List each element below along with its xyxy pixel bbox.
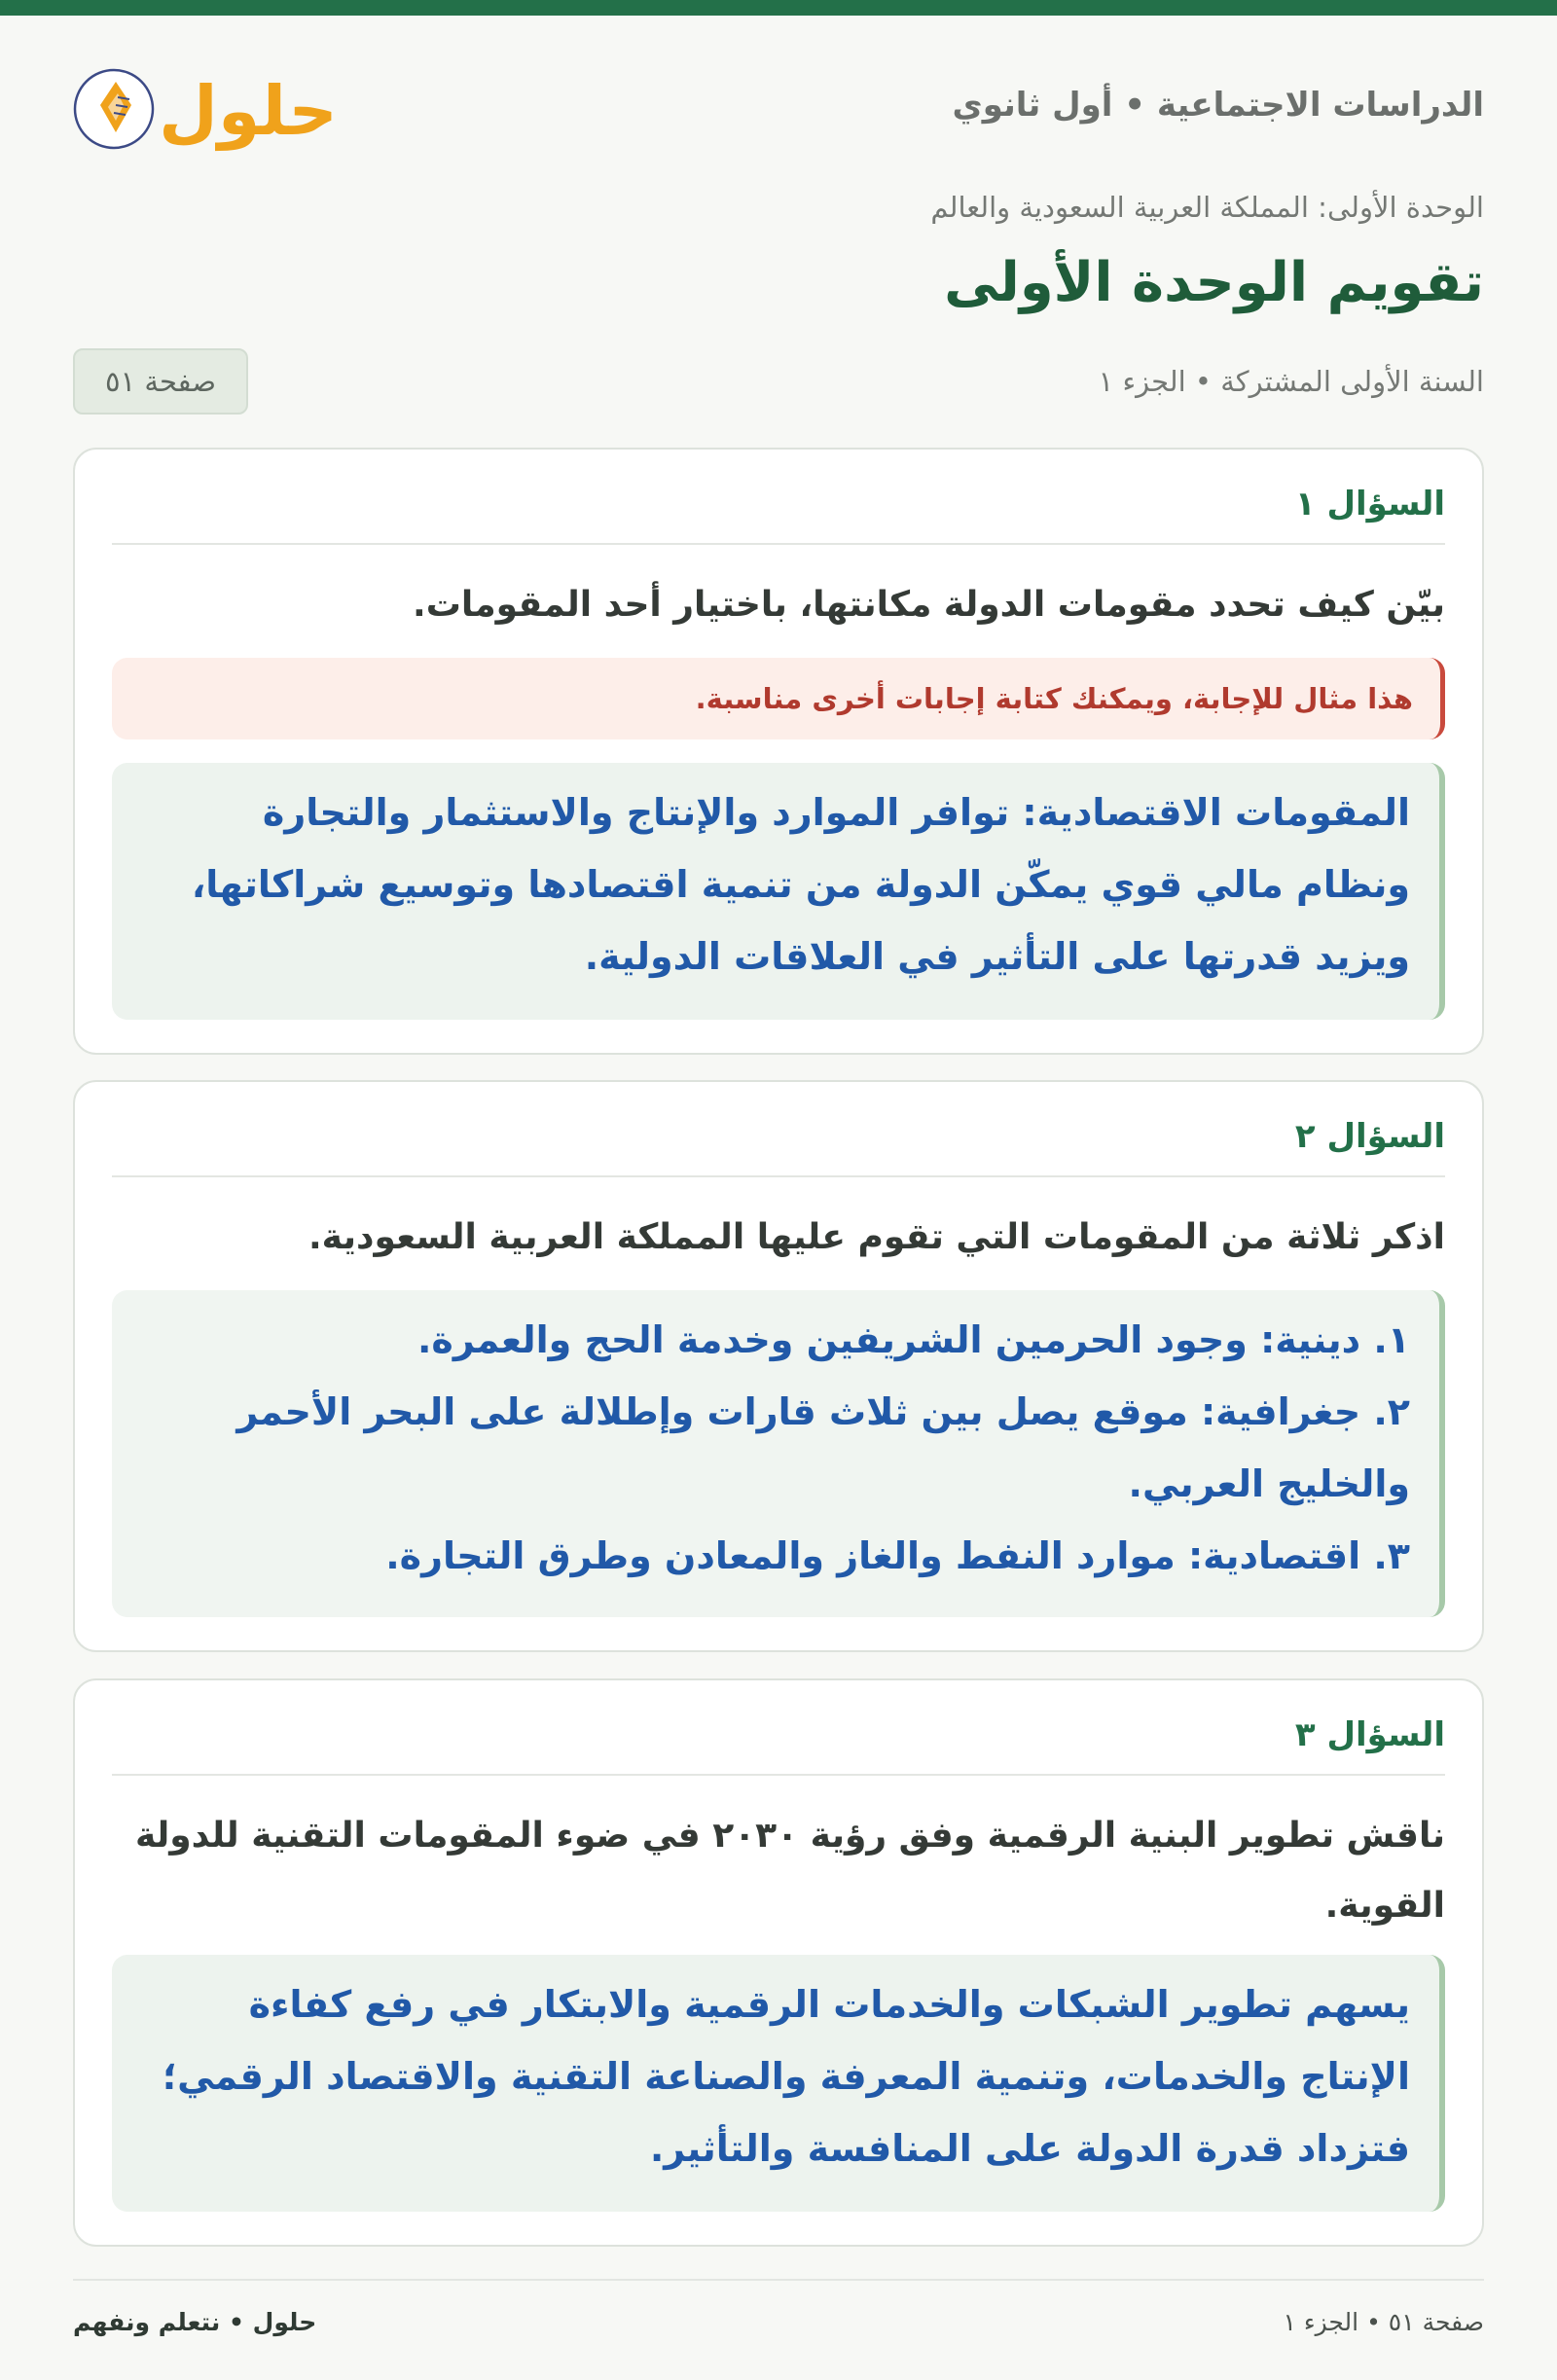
question-card-2 [73, 1080, 1484, 1652]
question-text: بيّن كيف تحدد مقومات الدولة مكانتها، باختيار أحد المقومات. [413, 585, 1445, 625]
course-meta: السنة الأولى المشتركة • الجزء ١ [1098, 365, 1484, 398]
question-label: السؤال ١ [1294, 485, 1445, 523]
sample-answer-note: هذا مثال للإجابة، ويمكنك كتابة إجابات أخرى مناسبة. [112, 658, 1445, 739]
page-title: تقويم الوحدة الأولى [944, 251, 1484, 314]
subject-heading: الدراسات الاجتماعية • أول ثانوي [952, 86, 1484, 125]
question-text: اذكر ثلاثة من المقومات التي تقوم عليها المملكة العربية السعودية. [308, 1217, 1445, 1257]
question-text: ناقش تطوير البنية الرقمية وفق رؤية ٢٠٣٠ في ضوء المقومات التقنية للدولة القوية. [134, 1816, 1445, 1926]
question-header [112, 1117, 1445, 1177]
footer-page-info: صفحة ٥١ • الجزء ١ [1283, 2308, 1484, 2336]
answer-box: المقومات الاقتصادية: توافر الموارد والإنتاج والاستثمار والتجارة ونظام مالي قوي يمكّن الدولة من تنمية اقتصادها وتوسيع شراكاتها، ويزيد قدرتها على التأثير في العلاقات الدولية. [112, 763, 1445, 1020]
question-header [112, 485, 1445, 545]
answer-list [112, 1290, 1445, 1617]
top-accent-bar [0, 0, 1557, 16]
svg-text:حلول: حلول [159, 71, 336, 151]
question-card-1 [73, 448, 1484, 1055]
answer-item-3: ٣. اقتصادية: موارد النفط والغاز والمعادن وطرق التجارة. [385, 1534, 1410, 1577]
answer-item-2: ٢. جغرافية: موقع يصل بين ثلاث قارات وإطلالة على البحر الأحمر والخليج العربي. [236, 1390, 1410, 1505]
question-label: السؤال ٢ [1294, 1117, 1445, 1156]
hulul-logo-icon [73, 49, 336, 165]
page-number-badge: صفحة ٥١ [73, 348, 248, 415]
question-label: السؤال ٣ [1294, 1715, 1445, 1754]
answer-item-1: ١. دينية: وجود الحرمين الشريفين وخدمة الحج والعمرة. [416, 1318, 1410, 1361]
question-header [112, 1715, 1445, 1776]
hulul-logo[interactable] [73, 49, 336, 165]
footer-divider [73, 2279, 1484, 2281]
unit-breadcrumb: الوحدة الأولى: المملكة العربية السعودية والعالم [930, 191, 1484, 224]
answer-box: يسهم تطوير الشبكات والخدمات الرقمية والابتكار في رفع كفاءة الإنتاج والخدمات، وتنمية المعرفة والصناعة التقنية والاقتصاد الرقمي؛ فتزداد قدرة الدولة على المنافسة والتأثير. [112, 1955, 1445, 2212]
footer-brand: حلول • نتعلم ونفهم [73, 2308, 317, 2336]
question-card-3 [73, 1678, 1484, 2247]
